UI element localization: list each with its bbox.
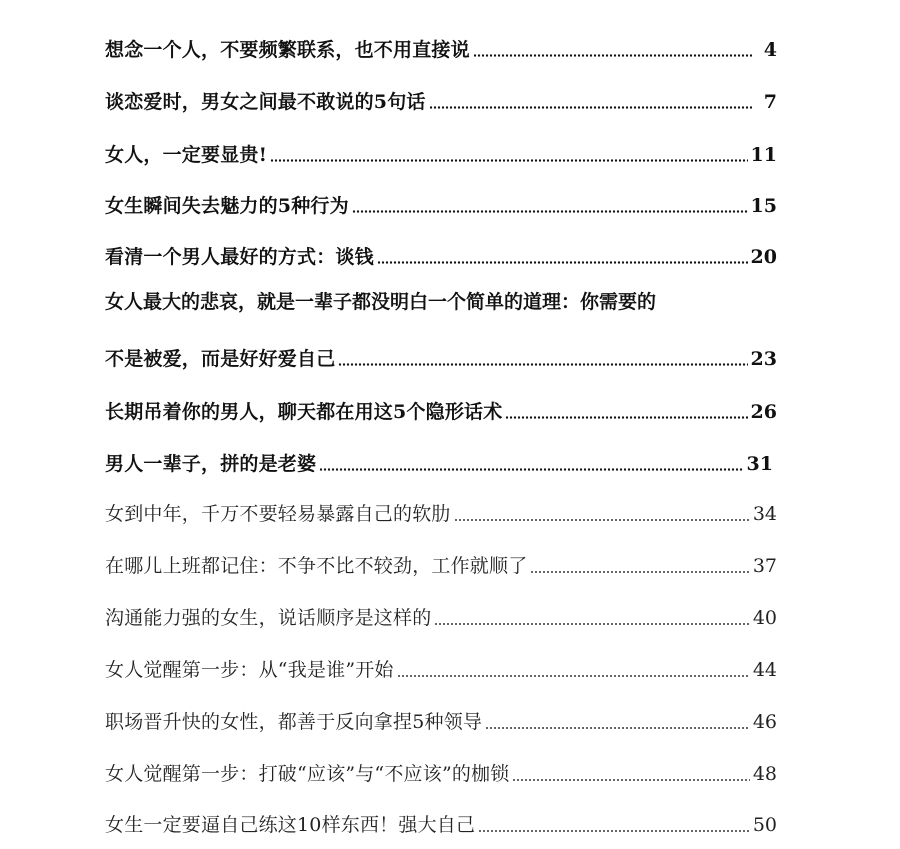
- toc-entry[interactable]: [105, 80, 777, 114]
- toc-entry[interactable]: [105, 700, 777, 734]
- toc-entry[interactable]: [105, 648, 777, 682]
- toc-entry[interactable]: [105, 492, 777, 526]
- dot-leader: [270, 159, 747, 162]
- dot-leader: [377, 261, 748, 264]
- toc-entry-page: 15: [750, 195, 777, 217]
- toc-entry[interactable]: [105, 442, 773, 476]
- toc-entry-title: 女人觉醒第一步：从“我是谁”开始: [105, 659, 394, 681]
- dot-leader: [454, 519, 750, 521]
- toc-entry[interactable]: [105, 390, 777, 424]
- toc-entry[interactable]: [105, 184, 777, 218]
- toc-entry-title: 女到中年，千万不要轻易暴露自己的软肋: [105, 503, 451, 525]
- toc-entry-page: 31: [746, 453, 773, 475]
- toc-entry-page: 37: [752, 555, 777, 577]
- toc-entry-page: 46: [752, 711, 777, 733]
- dot-leader: [473, 54, 752, 57]
- toc-entry-title: 职场晋升快的女性，都善于反向拿捏5种领导: [105, 711, 483, 733]
- toc-entry[interactable]: [105, 235, 777, 269]
- toc-entry[interactable]: [105, 337, 777, 371]
- dot-leader: [512, 779, 749, 781]
- toc-entry-page: 34: [752, 503, 777, 525]
- toc-entry-title: 女生瞬间失去魅力的5种行为: [105, 195, 349, 217]
- toc-entry-page: 11: [750, 144, 777, 166]
- dot-leader: [530, 571, 749, 573]
- toc-entry-page: 50: [752, 814, 777, 836]
- toc-entry-page: 40: [752, 607, 777, 629]
- toc-entry-page: 20: [750, 246, 777, 268]
- toc-entry-page: 26: [750, 401, 777, 423]
- toc-entry[interactable]: [105, 133, 777, 167]
- toc-entry[interactable]: [105, 544, 777, 578]
- dot-leader: [478, 830, 750, 832]
- toc-entry-page: 48: [752, 763, 777, 785]
- toc-entry-title: 谈恋爱时，男女之间最不敢说的5句话: [105, 91, 426, 113]
- dot-leader: [485, 727, 750, 729]
- toc-entry-title: 看清一个男人最好的方式：谈钱: [105, 246, 374, 268]
- toc-entry[interactable]: [105, 752, 777, 786]
- toc-entry-title: 女生一定要逼自己练这10样东西！强大自己: [105, 814, 476, 836]
- toc-entry-title: 在哪儿上班都记住：不争不比不较劲，工作就顺了: [105, 555, 528, 577]
- dot-leader: [429, 106, 752, 109]
- dot-leader: [338, 363, 747, 366]
- toc-entry-page: 7: [763, 91, 777, 113]
- toc-entry-title: 想念一个人，不要频繁联系，也不用直接说: [105, 39, 470, 61]
- toc-entry[interactable]: [105, 28, 777, 62]
- toc-entry-page: 4: [763, 39, 777, 61]
- toc-entry-title: 沟通能力强的女生，说话顺序是这样的: [105, 607, 432, 629]
- dot-leader: [397, 675, 750, 677]
- toc-entry-page: 23: [750, 348, 777, 370]
- toc-entry-title: 女人，一定要显贵!: [105, 144, 268, 166]
- toc-entry-page: 44: [752, 659, 777, 681]
- toc-entry-title: 长期吊着你的男人，聊天都在用这5个隐形话术: [105, 401, 503, 423]
- toc-entry[interactable]: [105, 803, 777, 837]
- toc-entry-title: 女人觉醒第一步：打破“应该”与“不应该”的枷锁: [105, 763, 510, 785]
- dot-leader: [505, 416, 747, 419]
- toc-entry-title-line2: 不是被爱，而是好好爱自己: [105, 348, 336, 370]
- dot-leader: [352, 210, 748, 213]
- dot-leader: [319, 468, 743, 471]
- toc-entry[interactable]: [105, 596, 777, 630]
- toc-entry-title-line1[interactable]: 女人最大的悲哀，就是一辈子都没明白一个简单的道理：你需要的: [105, 291, 657, 313]
- toc-entry-title: 男人一辈子，拼的是老婆: [105, 453, 317, 475]
- dot-leader: [434, 623, 749, 625]
